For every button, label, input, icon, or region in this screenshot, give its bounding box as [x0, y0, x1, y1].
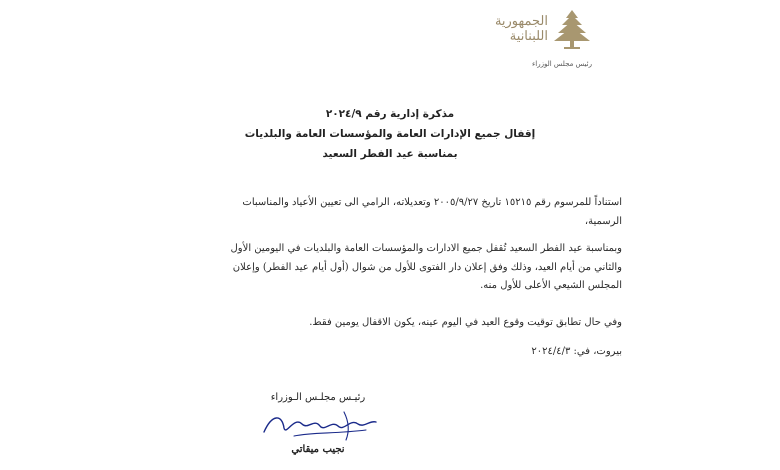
president-caption: رئيس مجلس الوزراء [531, 60, 592, 68]
memo-title: مذكرة إدارية رقم ٢٠٢٤/٩ [325, 108, 455, 120]
paragraph-decree-reference: استناداً للمرسوم رقم ١٥٢١٥ تاريخ ٢٠٠٥/٩/٢٧ وتعديلاته، الرامي الى تعيين الأعياد والمناسبات الرسمية، [242, 197, 622, 227]
signer-name: نجيب ميقاتي [291, 444, 345, 455]
republic-name-line1: الجمهورية [494, 14, 548, 29]
memo-occasion: بمناسبة عيد الفطر السعيد [322, 148, 458, 160]
paragraph-coinciding-holiday: وفي حال تطابق توقيت وقوع العيد في اليوم عينه، يكون الاقفال يومين فقط. [309, 317, 622, 328]
memo-subject: إقفال جميع الإدارات العامة والمؤسسات العامة والبلديات [244, 128, 536, 140]
letterhead [488, 8, 592, 72]
cedar-tree-icon [552, 8, 592, 52]
republic-name-line2: اللبنانية [509, 29, 548, 44]
memo-header [200, 104, 580, 164]
handwritten-signature [254, 406, 384, 444]
paragraph-closure-decision: وبمناسبة عيد الفطر السعيد تُقفل جميع الادارات والمؤسسات العامة والبلديات في اليومين الأول والثاني من أيام العيد، وذلك وفق إعلان دار الفتوى للأول من شوال (أول أيام عيد الفطر) وإعلان المجلس الشيعي الأعلى للأول منه. [230, 243, 622, 291]
signature-block [248, 392, 388, 470]
date-line: بيروت، في: ٢٠٢٤/٤/٣ [531, 346, 622, 357]
republic-name [488, 14, 548, 44]
signatory-title: رئيـس مجلـس الـوزراء [270, 392, 366, 403]
